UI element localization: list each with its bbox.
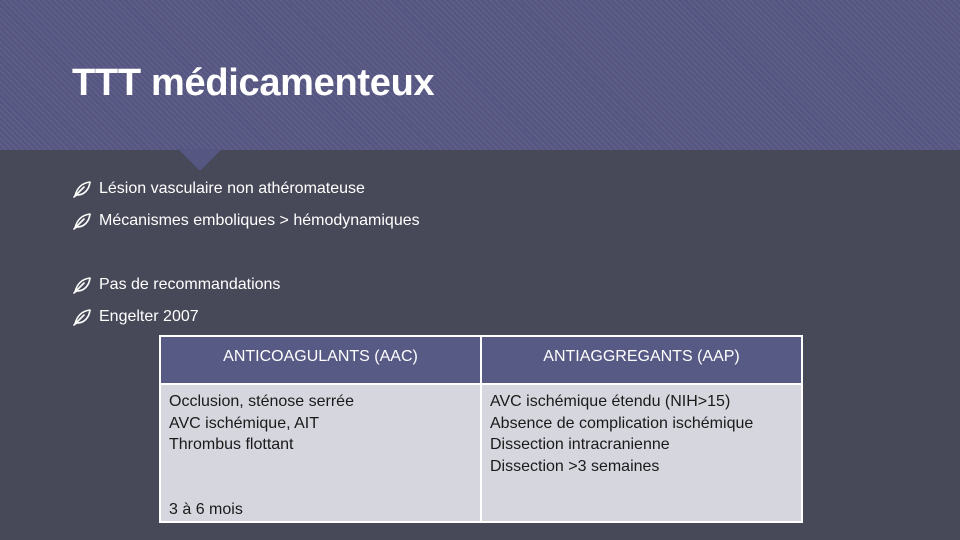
cell-line: Thrombus flottant	[169, 436, 294, 454]
bullet-item	[72, 275, 280, 295]
cell-line: Dissection >3 semaines	[490, 458, 660, 476]
bullet-text: Lésion vasculaire non athéromateuse	[99, 180, 365, 197]
bullet-item	[72, 307, 199, 327]
bullet-text: Mécanismes emboliques > hémodynamiques	[99, 212, 420, 229]
bullet-item	[72, 211, 420, 231]
header-anticoagulants: ANTICOAGULANTS (AAC)	[160, 336, 481, 384]
duration-text: 3 à 6 mois	[169, 501, 243, 519]
bullet-text: Pas de recommandations	[99, 276, 281, 293]
header-antiaggregants: ANTIAGGREGANTS (AAP)	[481, 336, 802, 384]
cell-line: Absence de complication ischémique	[490, 414, 754, 432]
cell-line: AVC ischémique, AIT	[169, 414, 319, 432]
title-band-notch	[178, 149, 222, 171]
leaf-icon	[72, 307, 92, 327]
cell-anticoagulants	[160, 384, 481, 522]
leaf-icon	[72, 211, 92, 231]
leaf-icon	[72, 179, 92, 199]
leaf-icon	[72, 275, 92, 295]
cell-line: AVC ischémique étendu (NIH>15)	[490, 393, 731, 410]
bullet-item	[72, 179, 365, 199]
slide-title: TTT médicamenteux	[72, 62, 435, 104]
cell-line: Occlusion, sténose serrée	[169, 393, 354, 410]
cell-spacer	[169, 456, 472, 499]
cell-antiaggregants	[481, 384, 802, 522]
bullet-text: Engelter 2007	[99, 308, 199, 325]
cell-line: Dissection intracranienne	[490, 436, 670, 454]
table-row	[160, 384, 802, 522]
treatment-table	[159, 335, 803, 523]
table-header-row	[160, 336, 802, 384]
